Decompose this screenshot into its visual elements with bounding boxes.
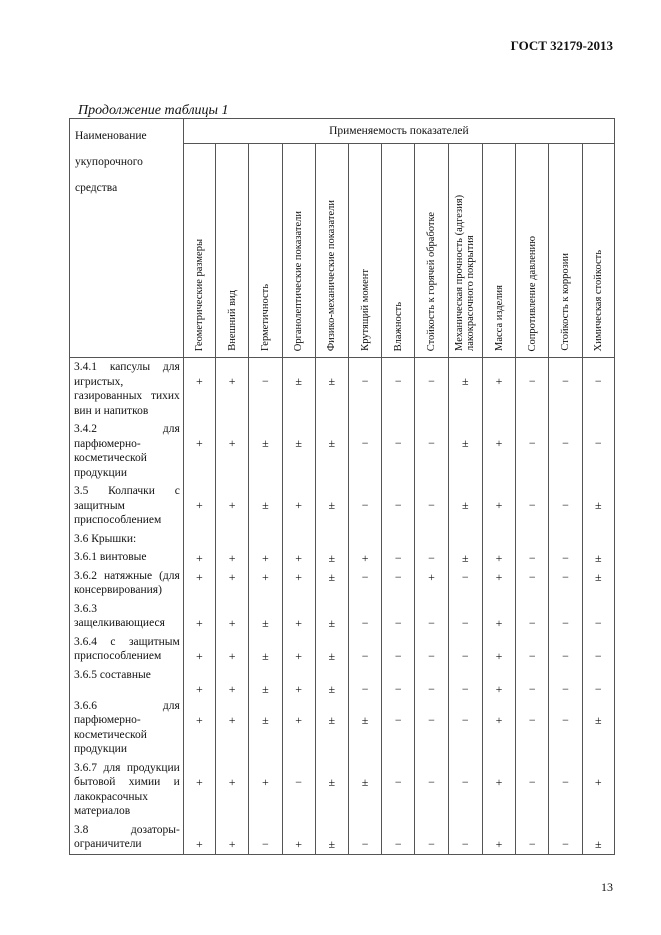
applicability-cell <box>382 530 415 549</box>
applicability-cell: ± <box>282 358 315 421</box>
applicability-cell: − <box>382 420 415 482</box>
applicability-cell: − <box>582 600 614 633</box>
applicability-header: Применяемость показателей <box>183 119 614 144</box>
table-continuation-caption: Продолжение таблицы 1 <box>78 103 229 118</box>
applicability-cell: − <box>549 697 582 759</box>
applicability-cell: ± <box>582 821 614 855</box>
applicability-cell: − <box>415 548 448 567</box>
applicability-cell: + <box>249 548 282 567</box>
indicator-header <box>249 144 282 358</box>
applicability-cell: − <box>549 567 582 600</box>
applicability-cell <box>448 530 482 549</box>
closure-name: 3.6.5 составные <box>70 666 184 697</box>
applicability-cell: − <box>382 697 415 759</box>
applicability-cell: + <box>183 759 215 821</box>
table-row <box>70 358 615 421</box>
applicability-cell: + <box>183 821 215 855</box>
applicability-cell: ± <box>282 420 315 482</box>
applicability-cell: − <box>448 759 482 821</box>
applicability-cell: + <box>249 759 282 821</box>
applicability-cell: + <box>183 666 215 697</box>
applicability-cell: + <box>183 600 215 633</box>
applicability-cell: ± <box>582 482 614 530</box>
applicability-cell: ± <box>582 567 614 600</box>
table-body <box>70 358 615 855</box>
applicability-cell: ± <box>315 358 348 421</box>
indicator-header <box>183 144 215 358</box>
name-column-header: Наименование укупорочного средства <box>70 119 184 358</box>
applicability-cell: − <box>415 697 448 759</box>
table-row <box>70 697 615 759</box>
closure-name: 3.8 дозаторы-ограничители <box>70 821 184 855</box>
applicability-cell: + <box>216 633 249 666</box>
applicability-cell: − <box>415 666 448 697</box>
closure-name: 3.6.3 защелкивающиеся <box>70 600 184 633</box>
applicability-cell <box>282 530 315 549</box>
indicator-header-label: Механическая прочность (адгезия) лакокрасочного покрытия <box>454 194 477 351</box>
applicability-cell: − <box>516 821 549 855</box>
applicability-cell: − <box>415 821 448 855</box>
applicability-cell: ± <box>448 482 482 530</box>
table-row <box>70 633 615 666</box>
applicability-cell <box>582 530 614 549</box>
applicability-cell: − <box>448 600 482 633</box>
applicability-cell: − <box>448 567 482 600</box>
indicator-header <box>516 144 549 358</box>
applicability-cell <box>183 530 215 549</box>
applicability-cell: − <box>448 666 482 697</box>
applicability-cell: + <box>282 600 315 633</box>
applicability-cell: − <box>549 420 582 482</box>
applicability-cell: + <box>482 600 515 633</box>
applicability-cell: + <box>183 358 215 421</box>
applicability-cell: − <box>282 759 315 821</box>
applicability-cell: − <box>582 633 614 666</box>
indicator-header <box>582 144 614 358</box>
closure-name: 3.4.2 для парфюмерно-косметической продукции <box>70 420 184 482</box>
table-row <box>70 600 615 633</box>
applicability-cell: + <box>582 759 614 821</box>
applicability-cell: − <box>415 420 448 482</box>
applicability-cell: + <box>282 482 315 530</box>
applicability-cell: + <box>482 420 515 482</box>
applicability-cell: ± <box>249 697 282 759</box>
closure-name: 3.6.7 для продукции бытовой химии и лакокрасочных материалов <box>70 759 184 821</box>
closure-name: 3.6.2 натяжные (для консервирования) <box>70 567 184 600</box>
applicability-cell <box>516 530 549 549</box>
applicability-cell: ± <box>315 633 348 666</box>
applicability-cell: + <box>482 821 515 855</box>
closure-name: 3.6.4 с защитным приспособлением <box>70 633 184 666</box>
applicability-cell: − <box>549 666 582 697</box>
table-row <box>70 530 615 549</box>
table-row <box>70 482 615 530</box>
indicator-header-label: Внешний вид <box>226 290 238 351</box>
applicability-cell: − <box>415 600 448 633</box>
indicator-header-label: Химическая стойкость <box>592 249 604 351</box>
applicability-cell: − <box>348 420 381 482</box>
applicability-cell: − <box>348 482 381 530</box>
applicability-cell: − <box>582 666 614 697</box>
applicability-cell: + <box>216 697 249 759</box>
applicability-cell: ± <box>249 420 282 482</box>
applicability-cell: + <box>216 548 249 567</box>
applicability-cell: + <box>216 666 249 697</box>
applicability-cell: + <box>482 666 515 697</box>
applicability-cell: + <box>348 548 381 567</box>
closure-name: 3.6.1 винтовые <box>70 548 184 567</box>
indicator-header-label: Стойкость к коррозии <box>559 253 571 351</box>
applicability-cell: − <box>549 633 582 666</box>
applicability-cell: ± <box>315 567 348 600</box>
indicators-table <box>69 118 615 855</box>
indicator-header <box>549 144 582 358</box>
applicability-cell: − <box>415 759 448 821</box>
applicability-cell: − <box>348 666 381 697</box>
applicability-cell: ± <box>315 548 348 567</box>
table-row <box>70 759 615 821</box>
standard-number: ГОСТ 32179-2013 <box>510 38 613 53</box>
applicability-cell: − <box>549 821 582 855</box>
applicability-cell: + <box>216 482 249 530</box>
applicability-cell: − <box>516 548 549 567</box>
applicability-cell <box>216 530 249 549</box>
applicability-cell: + <box>282 567 315 600</box>
closure-name: 3.6.6 для парфюмерно-косметической продукции <box>70 697 184 759</box>
applicability-cell: ± <box>249 633 282 666</box>
applicability-cell: − <box>382 600 415 633</box>
applicability-cell: − <box>549 548 582 567</box>
table-row <box>70 821 615 855</box>
applicability-cell: + <box>216 759 249 821</box>
indicator-header <box>415 144 448 358</box>
applicability-cell: − <box>348 567 381 600</box>
applicability-cell: + <box>282 633 315 666</box>
table-row <box>70 666 615 697</box>
applicability-cell: − <box>516 482 549 530</box>
applicability-cell: + <box>216 821 249 855</box>
applicability-cell: + <box>482 633 515 666</box>
applicability-cell: + <box>482 548 515 567</box>
applicability-cell: + <box>282 666 315 697</box>
applicability-cell: ± <box>249 482 282 530</box>
applicability-cell <box>549 530 582 549</box>
applicability-cell: − <box>382 633 415 666</box>
applicability-cell: − <box>382 482 415 530</box>
applicability-cell: − <box>549 600 582 633</box>
indicator-header-label: Масса изделия <box>493 285 505 351</box>
applicability-cell: − <box>516 567 549 600</box>
applicability-cell <box>348 530 381 549</box>
applicability-cell: − <box>415 633 448 666</box>
applicability-cell: − <box>549 482 582 530</box>
applicability-cell: + <box>183 482 215 530</box>
applicability-cell: ± <box>315 420 348 482</box>
applicability-cell: − <box>382 358 415 421</box>
applicability-cell: + <box>482 759 515 821</box>
applicability-cell <box>249 530 282 549</box>
applicability-cell: ± <box>315 600 348 633</box>
applicability-cell: − <box>382 666 415 697</box>
applicability-cell: ± <box>448 358 482 421</box>
applicability-cell: + <box>482 697 515 759</box>
applicability-cell: + <box>482 567 515 600</box>
applicability-cell: − <box>516 420 549 482</box>
indicator-header <box>448 144 482 358</box>
applicability-cell: ± <box>249 666 282 697</box>
applicability-cell: ± <box>582 548 614 567</box>
table-row <box>70 567 615 600</box>
indicator-header-label: Влажность <box>392 301 404 351</box>
applicability-cell: − <box>348 600 381 633</box>
indicator-header-label: Стойкость к горячей обработке <box>426 211 438 351</box>
indicator-header-label: Физико-механические показатели <box>326 199 338 351</box>
applicability-cell: − <box>516 358 549 421</box>
applicability-cell: ± <box>582 697 614 759</box>
applicability-cell: − <box>348 358 381 421</box>
indicator-header-label: Сопротивление давлению <box>526 235 538 351</box>
applicability-cell: + <box>216 358 249 421</box>
applicability-cell: + <box>282 821 315 855</box>
page-number: 13 <box>601 880 613 894</box>
applicability-cell: − <box>382 548 415 567</box>
applicability-cell: + <box>482 482 515 530</box>
applicability-cell: − <box>382 759 415 821</box>
applicability-cell: + <box>183 548 215 567</box>
applicability-cell: ± <box>315 666 348 697</box>
indicator-header <box>282 144 315 358</box>
applicability-cell <box>415 530 448 549</box>
applicability-cell: − <box>582 420 614 482</box>
applicability-cell: − <box>415 482 448 530</box>
applicability-cell: ± <box>315 821 348 855</box>
applicability-cell: − <box>382 821 415 855</box>
applicability-cell: − <box>582 358 614 421</box>
table-row <box>70 548 615 567</box>
indicator-header <box>348 144 381 358</box>
applicability-cell: − <box>448 821 482 855</box>
applicability-cell: + <box>183 697 215 759</box>
applicability-cell: − <box>549 759 582 821</box>
applicability-cell: − <box>516 633 549 666</box>
indicator-header <box>216 144 249 358</box>
applicability-cell: − <box>249 821 282 855</box>
applicability-cell <box>315 530 348 549</box>
applicability-cell: + <box>183 567 215 600</box>
applicability-cell: + <box>282 697 315 759</box>
applicability-cell <box>482 530 515 549</box>
applicability-cell: − <box>448 633 482 666</box>
applicability-cell: + <box>183 420 215 482</box>
applicability-cell: − <box>249 358 282 421</box>
applicability-cell: + <box>482 358 515 421</box>
applicability-cell: − <box>448 697 482 759</box>
applicability-cell: + <box>216 420 249 482</box>
table-row <box>70 420 615 482</box>
applicability-cell: ± <box>315 759 348 821</box>
applicability-cell: − <box>516 600 549 633</box>
indicator-header <box>482 144 515 358</box>
applicability-cell: + <box>282 548 315 567</box>
closure-name: 3.6 Крышки: <box>70 530 184 549</box>
indicator-header <box>315 144 348 358</box>
indicator-header-label: Органолептические показатели <box>293 210 305 351</box>
closure-name: 3.4.1 капсулы для игристых, газированных тихих вин и напитков <box>70 358 184 421</box>
applicability-cell: ± <box>448 420 482 482</box>
applicability-cell: ± <box>348 759 381 821</box>
indicator-header-label: Геометрические размеры <box>193 238 205 351</box>
indicator-header-label: Крутящий момент <box>359 269 371 351</box>
applicability-cell: ± <box>315 482 348 530</box>
applicability-cell: + <box>183 633 215 666</box>
applicability-cell: + <box>415 567 448 600</box>
applicability-cell: + <box>216 567 249 600</box>
indicator-header <box>382 144 415 358</box>
applicability-cell: + <box>216 600 249 633</box>
applicability-cell: − <box>415 358 448 421</box>
indicator-header-label: Герметичность <box>259 284 271 351</box>
applicability-cell: − <box>549 358 582 421</box>
applicability-cell: − <box>348 821 381 855</box>
applicability-cell: ± <box>448 548 482 567</box>
closure-name: 3.5 Колпачки с защитным приспособлением <box>70 482 184 530</box>
applicability-cell: + <box>249 567 282 600</box>
applicability-cell: ± <box>348 697 381 759</box>
applicability-cell: − <box>348 633 381 666</box>
applicability-cell: − <box>516 666 549 697</box>
applicability-cell: ± <box>315 697 348 759</box>
applicability-cell: − <box>516 759 549 821</box>
applicability-cell: − <box>516 697 549 759</box>
applicability-cell: ± <box>249 600 282 633</box>
applicability-cell: − <box>382 567 415 600</box>
